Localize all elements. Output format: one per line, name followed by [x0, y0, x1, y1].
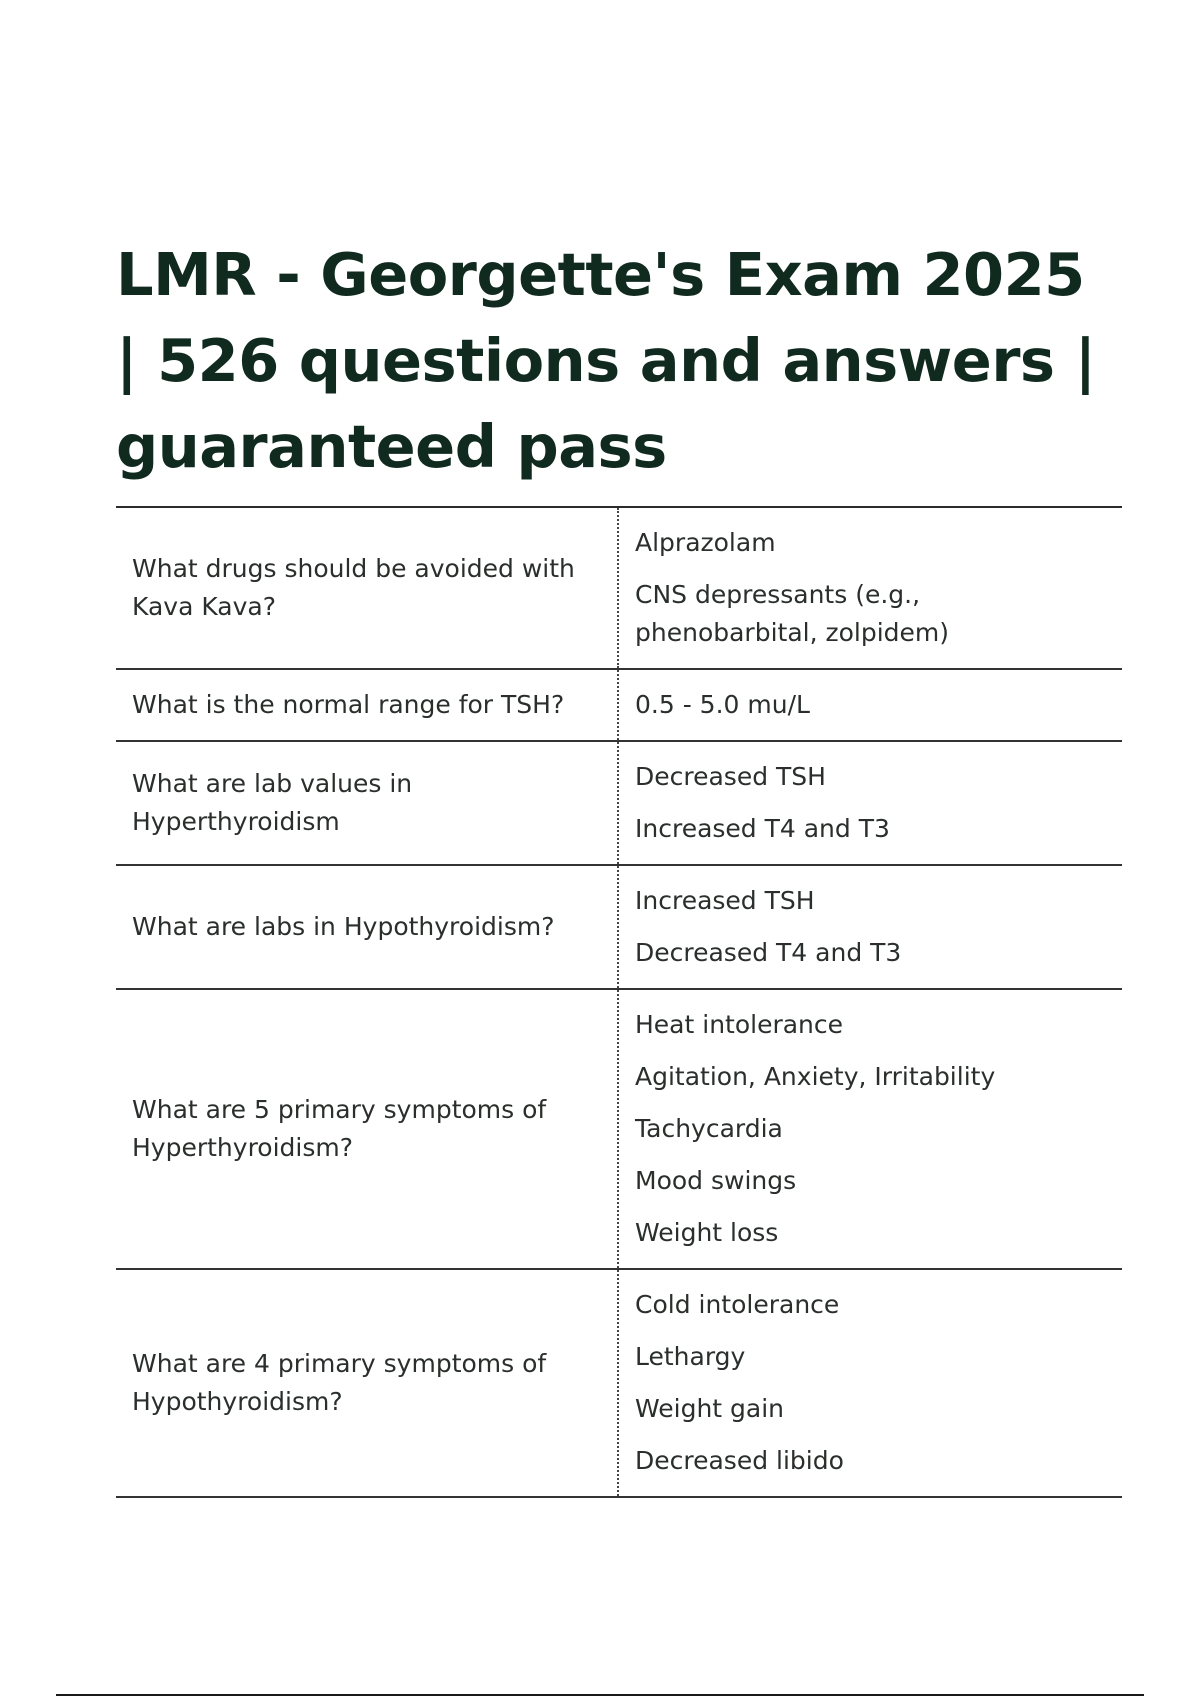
- answer-line: Decreased libido: [635, 1446, 844, 1475]
- document-title: LMR - Georgette's Exam 2025 | 526 questions and answers | guaranteed pass: [116, 240, 1096, 481]
- answer-cell: [618, 741, 1122, 865]
- question-cell: What are lab values in Hyperthyroidism: [116, 741, 618, 865]
- answer-line: 0.5 - 5.0 mu/L: [635, 690, 810, 719]
- answer-line: Weight loss: [635, 1218, 779, 1247]
- question-cell: What are labs in Hypothyroidism?: [116, 865, 618, 989]
- answer-line: Decreased T4 and T3: [635, 938, 902, 967]
- answer-line: Increased TSH: [635, 886, 815, 915]
- qa-table: [116, 506, 1122, 1498]
- answer-cell: [618, 669, 1122, 741]
- answer-line: Weight gain: [635, 1394, 785, 1423]
- table-row: [116, 865, 1122, 989]
- question-cell: What is the normal range for TSH?: [116, 669, 618, 741]
- answer-cell: [618, 507, 1122, 669]
- document-page: [116, 232, 1122, 1498]
- answer-cell: [618, 989, 1122, 1269]
- answer-cell: [618, 865, 1122, 989]
- table-row: [116, 989, 1122, 1269]
- table-row: [116, 669, 1122, 741]
- question-cell: What drugs should be avoided with Kava Kava?: [116, 507, 618, 669]
- answer-line: Agitation, Anxiety, Irritability: [635, 1062, 996, 1091]
- answer-line: Increased T4 and T3: [635, 814, 890, 843]
- table-row: [116, 741, 1122, 865]
- table-row: [116, 507, 1122, 669]
- answer-line: Alprazolam: [635, 528, 776, 557]
- answer-line: Mood swings: [635, 1166, 797, 1195]
- question-cell: What are 5 primary symptoms of Hyperthyroidism?: [116, 989, 618, 1269]
- footer-divider: [56, 1694, 1144, 1696]
- answer-cell: [618, 1269, 1122, 1497]
- answer-line: Tachycardia: [635, 1114, 783, 1143]
- question-cell: What are 4 primary symptoms of Hypothyroidism?: [116, 1269, 618, 1497]
- answer-line: Decreased TSH: [635, 762, 826, 791]
- answer-line: Lethargy: [635, 1342, 746, 1371]
- table-row: [116, 1269, 1122, 1497]
- answer-line: Cold intolerance: [635, 1290, 840, 1319]
- answer-line: CNS depressants (e.g., phenobarbital, zolpidem): [635, 580, 950, 647]
- answer-line: Heat intolerance: [635, 1010, 844, 1039]
